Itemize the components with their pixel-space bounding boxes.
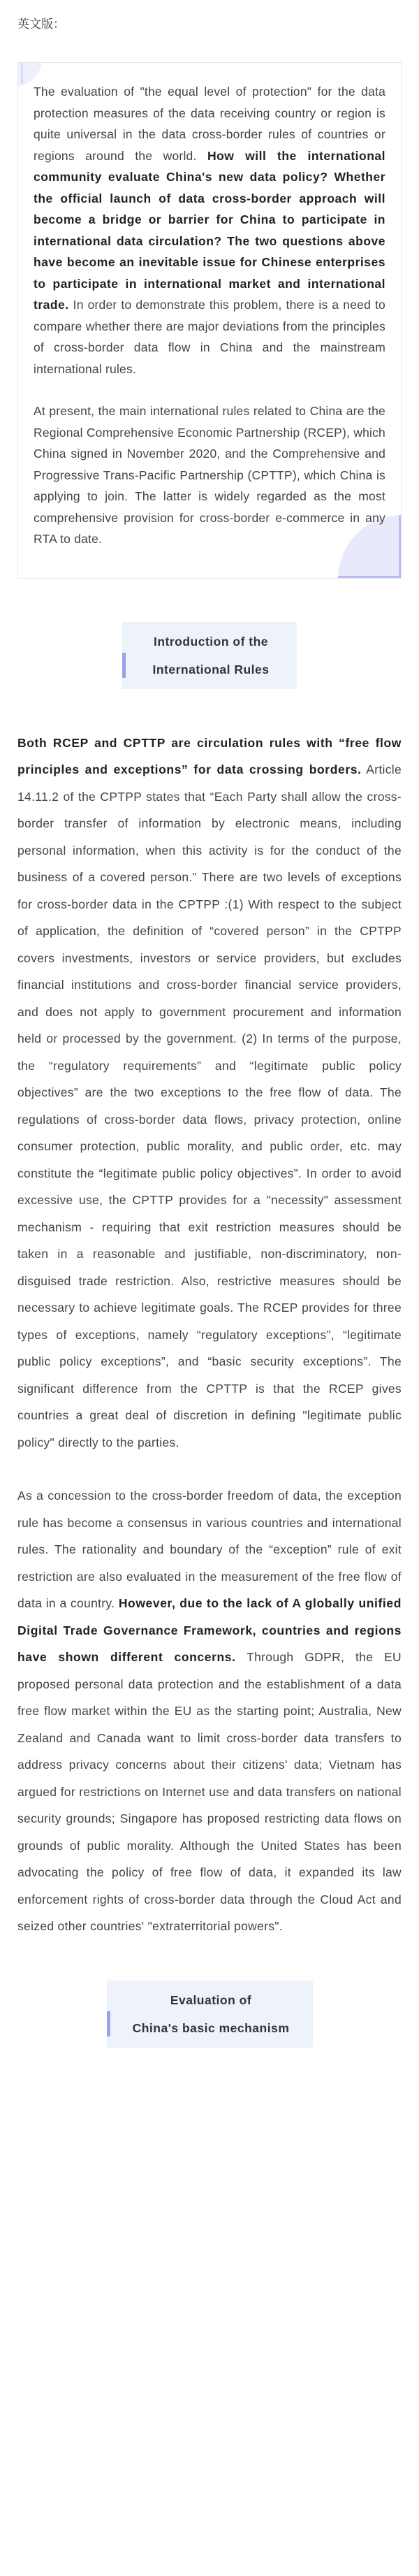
intro-paragraph-2: At present, the main international rules related to China are the Regional Comprehensive Economic Partnership (RCEP), which China signed in November 2020, and the Comprehensive and Progressive Trans-Pacific Partnership (CPTTP), which China is applying to join. The latter is widely regarded as the most comprehensive provision for cross-border e-commerce in any RTA to date. [34,404,385,546]
section-1-paragraph-2: As a concession to the cross-border freedom of data, the exception rule has become a consensus in various countries and international rules. The rationality and boundary of the “exception” rule of exit restriction are also evaluated in the measurement of the free flow of data in a country. However, due to the lack of A globally unified Digital Trade Governance Framework, countries and regions have shown different concerns. Through GDPR, the EU proposed personal data protection and the establishment of a data free flow market within the EU as the starting point; Australia, New Zealand and Canada want to limit cross-border data transfers to address privacy concerns about their citizens' data; Vietnam has argued for restrictions on Internet use and data transfers on national security grounds; Singapore has proposed restricting data flows on grounds of public morality. Although the United States has been advocating the policy of free flow of data, it expanded its law enforcement rights of cross-border data through the Cloud Act and seized other countries' "extraterritorial powers". [17,1489,402,1933]
section-1-paragraph-1: Both RCEP and CPTTP are circulation rules with “free flow principles and exceptions” for data crossing borders. Article 14.11.2 of the CPTPP states that “Each Party shall allow the cross-border transfer of information by electronic means, including personal information, when this activity is for the conduct of the business of a covered person.” There are two levels of exceptions for cross-border data in the CPTPP :(1) With respect to the subject of application, the definition of “covered person” in the CPTPP covers investments, investors or service providers, but excludes financial institutions and cross-border financial service providers, and does not apply to government procurement and information held or processed by the government. (2) In terms of the purpose, the “regulatory requirements” and “legitimate public policy objectives” are the two exceptions to the free flow of data. The regulations of cross-border data flows, privacy protection, online consumer protection, public morality, and public order, etc. may constitute the “legitimate public policy objectives”. In order to avoid excessive use, the CPTTP provides for a "necessity" assessment mechanism - requiring that exit restriction measures should be taken in a reasonable and justifiable, non-discriminatory, non-disguised trade restriction. Also, restrictive measures should be necessary to achieve legitimate goals. The RCEP provides for three types of exceptions, namely “regulatory exceptions”, “legitimate public policy exceptions”, and “basic security exceptions”. The significant difference from the CPTTP is that the RCEP gives countries a great deal of discretion in defining "legitimate public policy" directly to the parties. [17,735,402,1449]
intro-card [17,62,402,579]
section-label: 英文版： [17,17,65,31]
intro-paragraph-1: The evaluation of "the equal level of protection" for the data protection measures of the data receiving country or region is quite universal in the data cross-border rules of countries or regions around the world. How will the international community evaluate China's new data policy? Whether the official launch of data cross-border approach will become a bridge or barrier for China to participate in international data circulation? The two questions above have become an inevitable issue for Chinese enterprises to participate in international market and international trade. In order to demonstrate this problem, there is a need to compare whether there are major deviations from the principles of cross-border data flow in China and the mainstream international rules. [34,85,386,376]
card-corner-bar [21,63,23,84]
section-heading-1: Introduction of the International Rules [122,622,297,689]
section-heading-2: Evaluation of China's basic mechanism [107,1981,313,2048]
section-1-body [17,730,402,1940]
section-heading-1-wrap [17,622,402,689]
section-heading-2-wrap [17,1981,402,2048]
